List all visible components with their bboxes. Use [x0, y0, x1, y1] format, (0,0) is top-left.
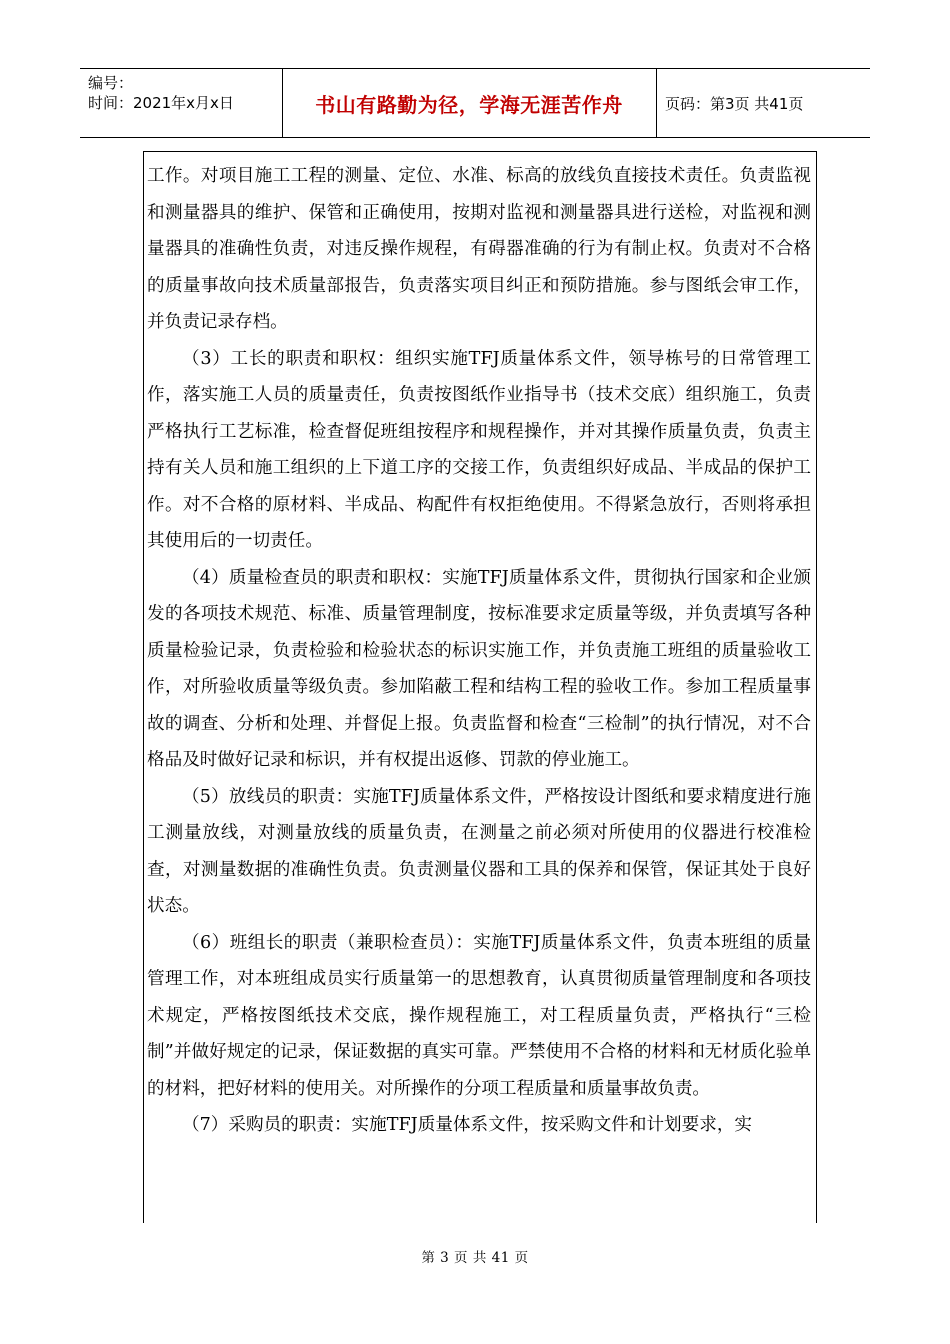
paragraph-team-leader-duties: （6）班组长的职责（兼职检查员）：实施TFJ质量体系文件，负责本班组的质量管理工作，对本班组成员实行质量第一的思想教育，认真贯彻质量管理制度和各项技术规定，严格按图纸技术交底，操作规程施工，对工程质量负责，严格执行“三检制”并做好规定的记录，保证数据的真实可靠。严禁使用不合格的材料和无材质化验单的材料，把好材料的使用关。对所操作的分项工程质量和质量事故负责。	[147, 932, 811, 1099]
page-footer: 第 3 页 共 41 页	[421, 1250, 529, 1266]
date-label: 时间：2021年x月x日	[88, 94, 234, 112]
paragraph-continued: 工作。对项目施工工程的测量、定位、水准、标高的放线负直接技术责任。负责监视和测量器具的维护、保管和正确使用，按期对监视和测量器具进行送检，对监视和测量器具的准确性负责，对违反操作规程，有碍器准确的行为有制止权。负责对不合格的质量事故向技术质量部报告，负责落实项目纠正和预防措施。参与图纸会审工作，并负责记录存档。	[147, 166, 811, 332]
serial-label: 编号：	[88, 74, 134, 92]
paragraph-foreman-duties: （3）工长的职责和职权：组织实施TFJ质量体系文件，领导栋号的日常管理工作，落实施工人员的质量责任，负责按图纸作业指导书（技术交底）组织施工，负责严格执行工艺标准，检查督促班组按程序和规程操作，并对其操作质量负责，负责主持有关人员和施工组织的上下道工序的交接工作，负责组织好成品、半成品的保护工作。对不合格的原材料、半成品、构配件有权拒绝使用。不得紧急放行，否则将承担其使用后的一切责任。	[147, 348, 811, 551]
header-divider	[656, 69, 657, 137]
paragraph-inspector-duties: （4）质量检查员的职责和职权：实施TFJ质量体系文件，贯彻执行国家和企业颁发的各项技术规范、标准、质量管理制度，按标准要求定质量等级，并负责填写各种质量检验记录，负责检验和检验状态的标识实施工作，并负责施工班组的质量验收工作，对所验收质量等级负责。参加陷蔽工程和结构工程的验收工作。参加工程质量事故的调查、分析和处理、并督促上报。负责监督和检查“三检制”的执行情况，对不合格品及时做好记录和标识，并有权提出返修、罚款的停业施工。	[147, 567, 811, 770]
content-frame	[143, 151, 817, 1223]
paragraph-surveyor-duties: （5）放线员的职责：实施TFJ质量体系文件，严格按设计图纸和要求精度进行施工测量放线，对测量放线的质量负责，在测量之前必须对所使用的仪器进行校准检查，对测量数据的准确性负责。负责测量仪器和工具的保养和保管，保证其处于良好状态。	[147, 786, 811, 916]
header-meta	[88, 73, 234, 113]
document-body	[147, 158, 811, 1144]
page-header	[80, 68, 870, 138]
header-motto: 书山有路勤为径，学海无涯苦作舟	[315, 92, 623, 117]
paragraph-purchaser-duties: （7）采购员的职责：实施TFJ质量体系文件，按采购文件和计划要求，实	[182, 1115, 753, 1135]
header-page-info: 页码：第3页 共41页	[665, 94, 804, 113]
